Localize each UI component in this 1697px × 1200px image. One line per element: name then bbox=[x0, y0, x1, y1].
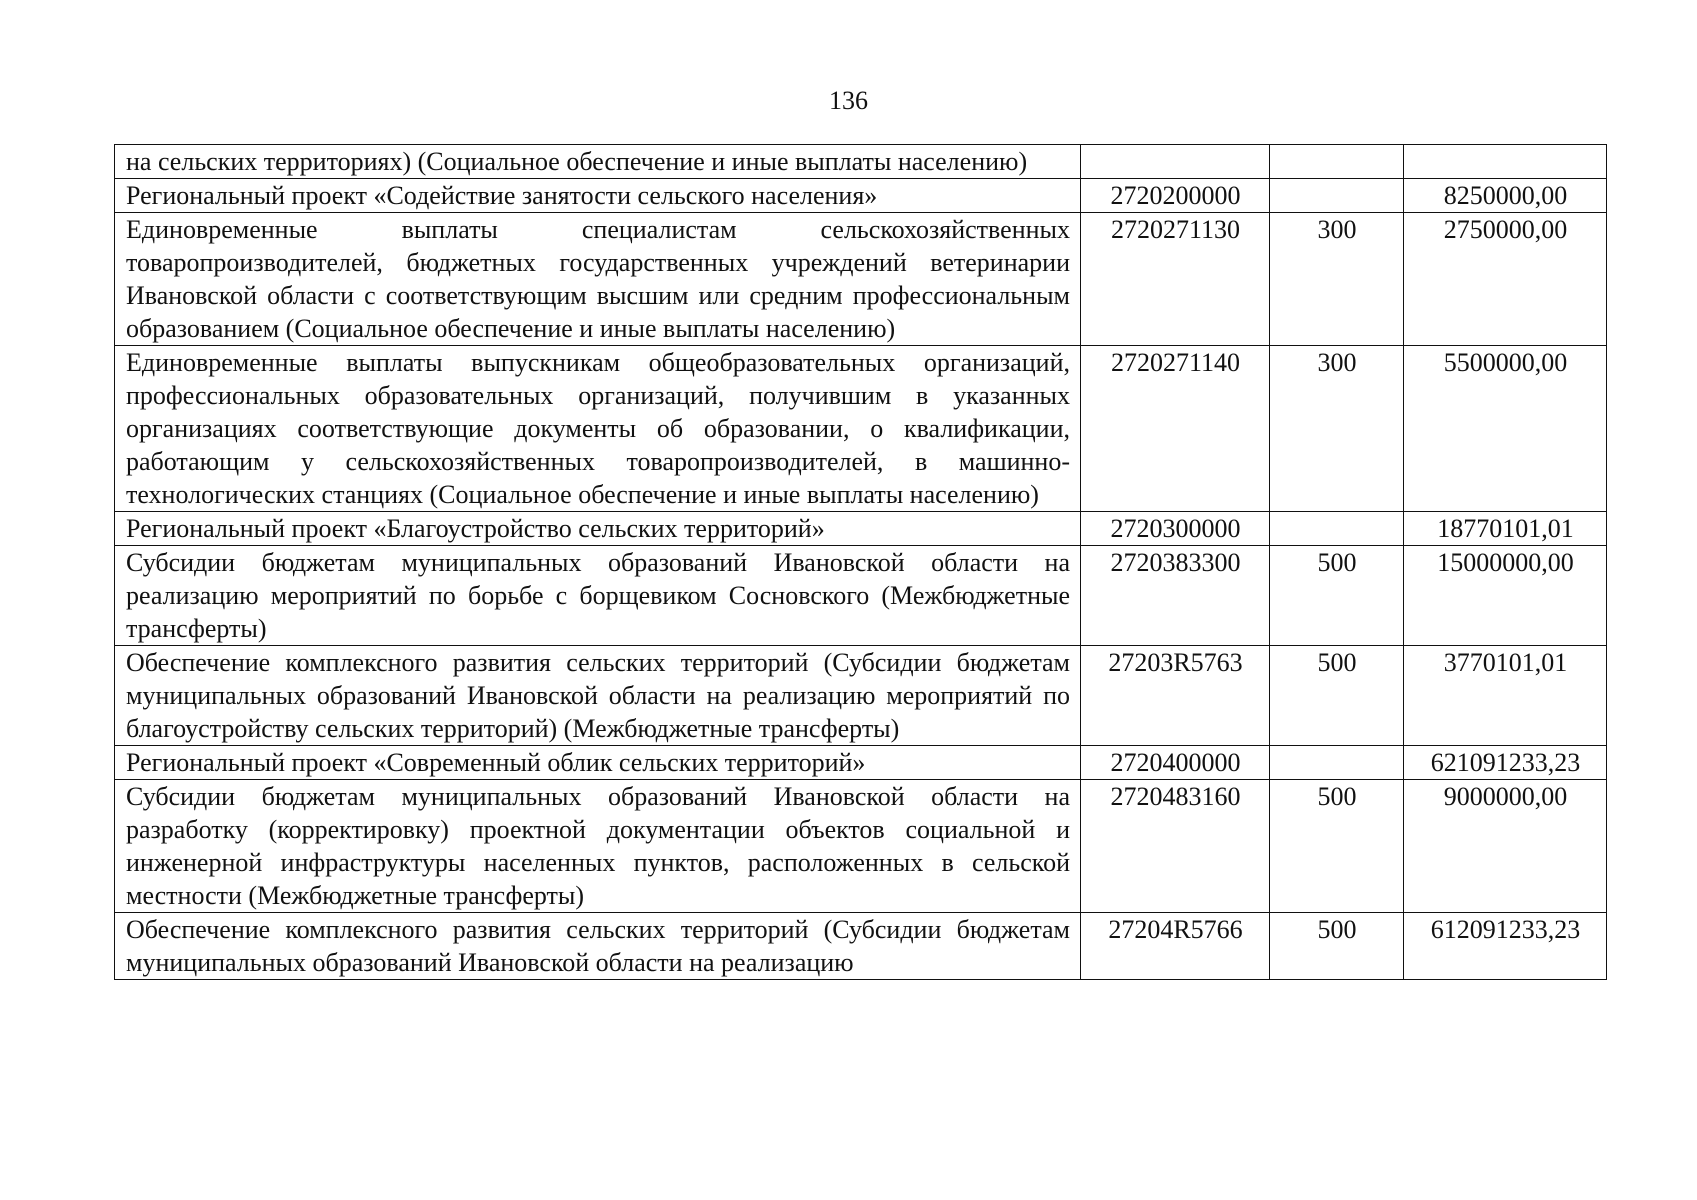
row-code: 2720200000 bbox=[1081, 179, 1270, 213]
row-sum: 8250000,00 bbox=[1404, 179, 1607, 213]
row-sum: 621091233,23 bbox=[1404, 746, 1607, 780]
row-code: 27203R5763 bbox=[1081, 646, 1270, 746]
row-expense-type: 500 bbox=[1270, 913, 1404, 980]
row-expense-type bbox=[1270, 512, 1404, 546]
row-sum bbox=[1404, 145, 1607, 179]
row-code: 2720483160 bbox=[1081, 780, 1270, 913]
row-name: Региональный проект «Благоустройство сельских территорий» bbox=[115, 512, 1081, 546]
row-name: Субсидии бюджетам муниципальных образований Ивановской области на разработку (корректировку) проектной документации объектов социальной и инженерной инфраструктуры населенных пунктов, расположенных в сельской местности (Межбюджетные трансферты) bbox=[115, 780, 1081, 913]
table-row bbox=[115, 145, 1607, 179]
page-number: 136 bbox=[829, 86, 868, 115]
row-code bbox=[1081, 145, 1270, 179]
row-expense-type bbox=[1270, 179, 1404, 213]
row-sum: 9000000,00 bbox=[1404, 780, 1607, 913]
row-name: Единовременные выплаты выпускникам общеобразовательных организаций, профессиональных образовательных организаций, получившим в указанных организациях соответствующие документы об образовании, о квалификации, работающим у сельскохозяйственных товаропроизводителей, в машинно-технологических станциях (Социальное обеспечение и иные выплаты населению) bbox=[115, 346, 1081, 512]
table-row bbox=[115, 780, 1607, 913]
table-row bbox=[115, 913, 1607, 980]
row-code: 2720400000 bbox=[1081, 746, 1270, 780]
row-code: 2720300000 bbox=[1081, 512, 1270, 546]
row-sum: 5500000,00 bbox=[1404, 346, 1607, 512]
table-row bbox=[115, 346, 1607, 512]
row-sum: 3770101,01 bbox=[1404, 646, 1607, 746]
row-name: Региональный проект «Современный облик сельских территорий» bbox=[115, 746, 1081, 780]
row-code: 2720271140 bbox=[1081, 346, 1270, 512]
row-name: на сельских территориях) (Социальное обеспечение и иные выплаты населению) bbox=[115, 145, 1081, 179]
row-name: Обеспечение комплексного развития сельских территорий (Субсидии бюджетам муниципальных образований Ивановской области на реализацию bbox=[115, 913, 1081, 980]
row-expense-type: 500 bbox=[1270, 646, 1404, 746]
row-name: Единовременные выплаты специалистам сельскохозяйственных товаропроизводителей, бюджетных государственных учреждений ветеринарии Ивановской области с соответствующим высшим или средним профессиональным образованием (Социальное обеспечение и иные выплаты населению) bbox=[115, 213, 1081, 346]
row-code: 27204R5766 bbox=[1081, 913, 1270, 980]
row-name: Обеспечение комплексного развития сельских территорий (Субсидии бюджетам муниципальных образований Ивановской области на реализацию мероприятий по благоустройству сельских территорий) (Межбюджетные трансферты) bbox=[115, 646, 1081, 746]
row-expense-type bbox=[1270, 145, 1404, 179]
table-row bbox=[115, 179, 1607, 213]
table-row bbox=[115, 746, 1607, 780]
table-row bbox=[115, 546, 1607, 646]
row-sum: 18770101,01 bbox=[1404, 512, 1607, 546]
table-row bbox=[115, 646, 1607, 746]
table-row bbox=[115, 213, 1607, 346]
table-row bbox=[115, 512, 1607, 546]
row-expense-type bbox=[1270, 746, 1404, 780]
row-code: 2720271130 bbox=[1081, 213, 1270, 346]
row-expense-type: 300 bbox=[1270, 346, 1404, 512]
row-expense-type: 500 bbox=[1270, 546, 1404, 646]
row-name: Субсидии бюджетам муниципальных образований Ивановской области на реализацию мероприятий по борьбе с борщевиком Сосновского (Межбюджетные трансферты) bbox=[115, 546, 1081, 646]
row-expense-type: 500 bbox=[1270, 780, 1404, 913]
row-sum: 15000000,00 bbox=[1404, 546, 1607, 646]
budget-table bbox=[114, 144, 1607, 980]
row-code: 2720383300 bbox=[1081, 546, 1270, 646]
row-expense-type: 300 bbox=[1270, 213, 1404, 346]
row-sum: 612091233,23 bbox=[1404, 913, 1607, 980]
row-name: Региональный проект «Содействие занятости сельского населения» bbox=[115, 179, 1081, 213]
row-sum: 2750000,00 bbox=[1404, 213, 1607, 346]
